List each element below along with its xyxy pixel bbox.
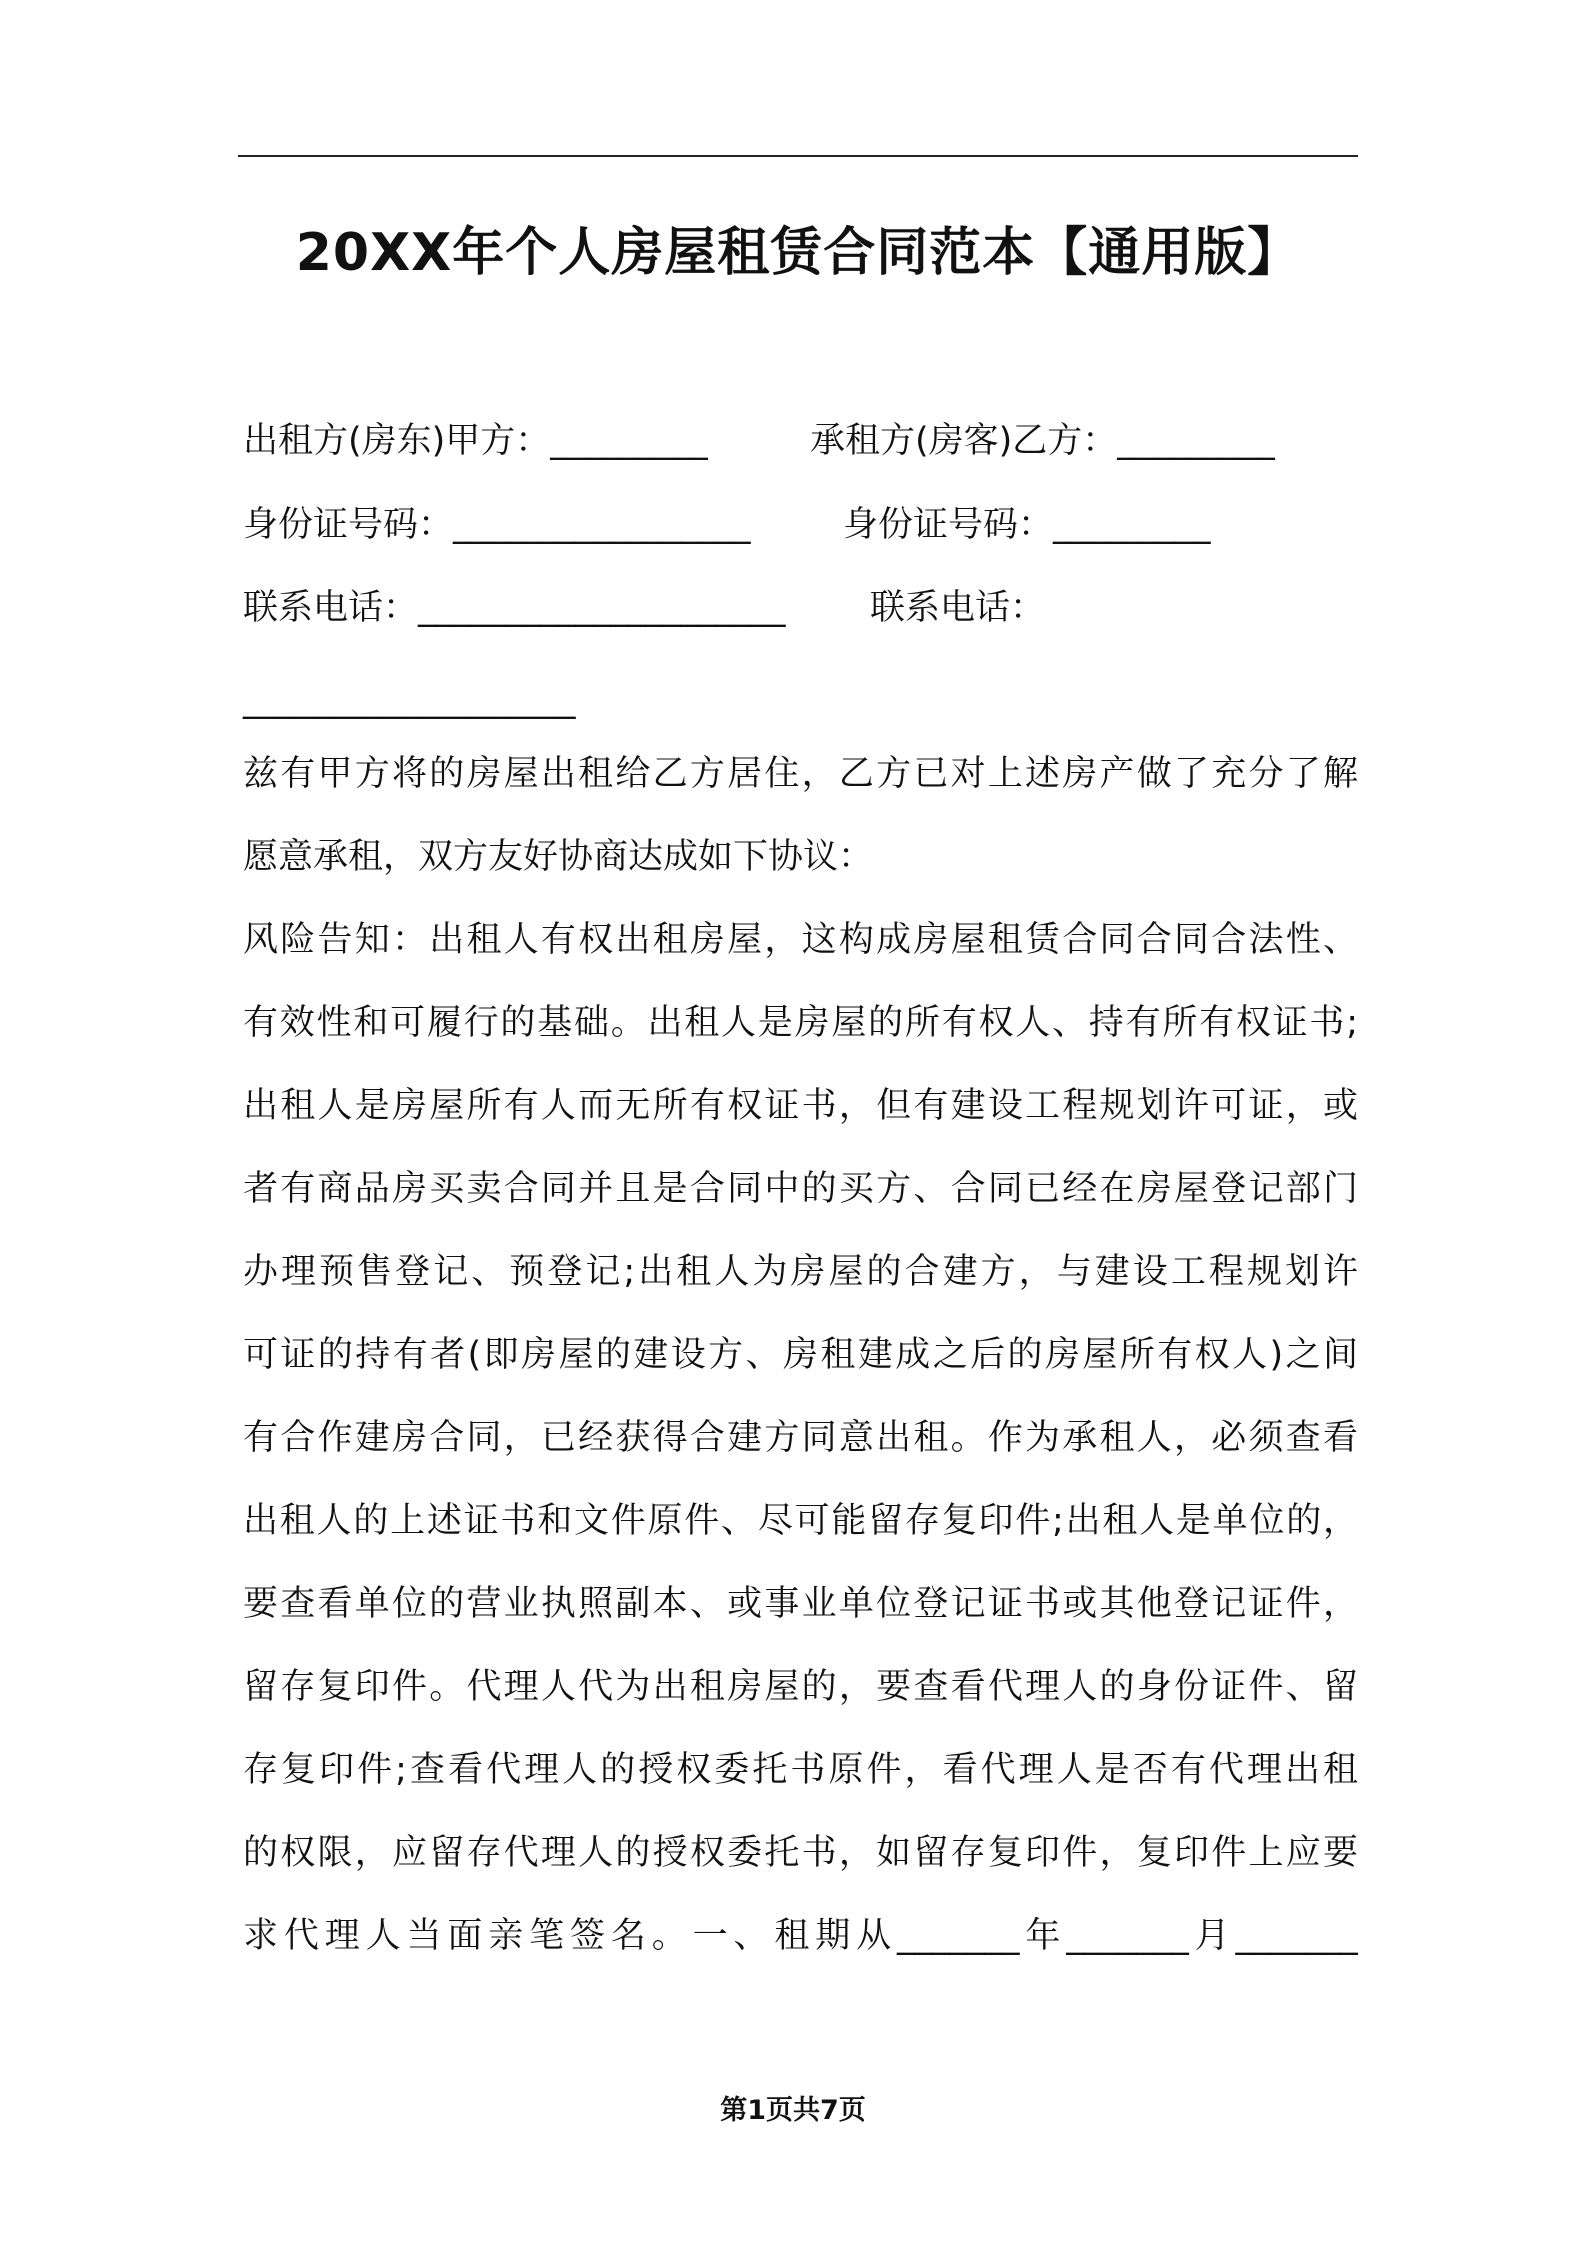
lessor-field: 出租方(房东)甲方：_________ — [243, 421, 708, 461]
document-title: 20XX年个人房屋租赁合同范本【通用版】 — [295, 223, 1301, 283]
body-line: 出租人是房屋所有人而无所有权证书，但有建设工程规划许可证，或 — [243, 1086, 1358, 1126]
body-line: 求代理人当面亲笔签名。一、租期从_______年_______月_______ — [243, 1916, 1358, 1956]
lessee-phone-blank: ___________________ — [243, 680, 576, 720]
body-line: 有效性和可履行的基础。出租人是房屋的所有权人、持有所有权证书; — [243, 1003, 1358, 1043]
lessee-field: 承租方(房客)乙方：_________ — [810, 421, 1275, 461]
lessor-phone-field: 联系电话：_____________________ — [243, 588, 786, 628]
body-line: 可证的持有者(即房屋的建设方、房租建成之后的房屋所有权人)之间 — [243, 1335, 1358, 1375]
lessee-id-field: 身份证号码：_________ — [843, 505, 1211, 545]
body-line: 要查看单位的营业执照副本、或事业单位登记证书或其他登记证件， — [243, 1584, 1358, 1624]
header-rule — [238, 155, 1358, 157]
body-line: 办理预售登记、预登记;出租人为房屋的合建方，与建设工程规划许 — [243, 1252, 1358, 1292]
lessee-phone-field: 联系电话： — [870, 588, 1046, 628]
body-line: 存复印件;查看代理人的授权委托书原件，看代理人是否有代理出租 — [243, 1750, 1358, 1790]
lessor-id-field: 身份证号码：_________________ — [243, 505, 751, 545]
body-line: 的权限，应留存代理人的授权委托书，如留存复印件，复印件上应要 — [243, 1833, 1358, 1873]
body-line: 风险告知：出租人有权出租房屋，这构成房屋租赁合同合同合法性、 — [243, 920, 1358, 960]
body-line: 有合作建房合同，已经获得合建方同意出租。作为承租人，必须查看 — [243, 1418, 1358, 1458]
body-line: 出租人的上述证书和文件原件、尽可能留存复印件;出租人是单位的， — [243, 1501, 1358, 1541]
body-line: 愿意承租，双方友好协商达成如下协议： — [243, 837, 874, 877]
contract-body — [243, 733, 1358, 1978]
body-line: 者有商品房买卖合同并且是合同中的买方、合同已经在房屋登记部门 — [243, 1169, 1358, 1209]
page-number-footer: 第1页共7页 — [720, 2095, 866, 2126]
body-line: 留存复印件。代理人代为出租房屋的，要查看代理人的身份证件、留 — [243, 1667, 1358, 1707]
body-line: 兹有甲方将的房屋出租给乙方居住，乙方已对上述房产做了充分了解 — [243, 754, 1358, 794]
